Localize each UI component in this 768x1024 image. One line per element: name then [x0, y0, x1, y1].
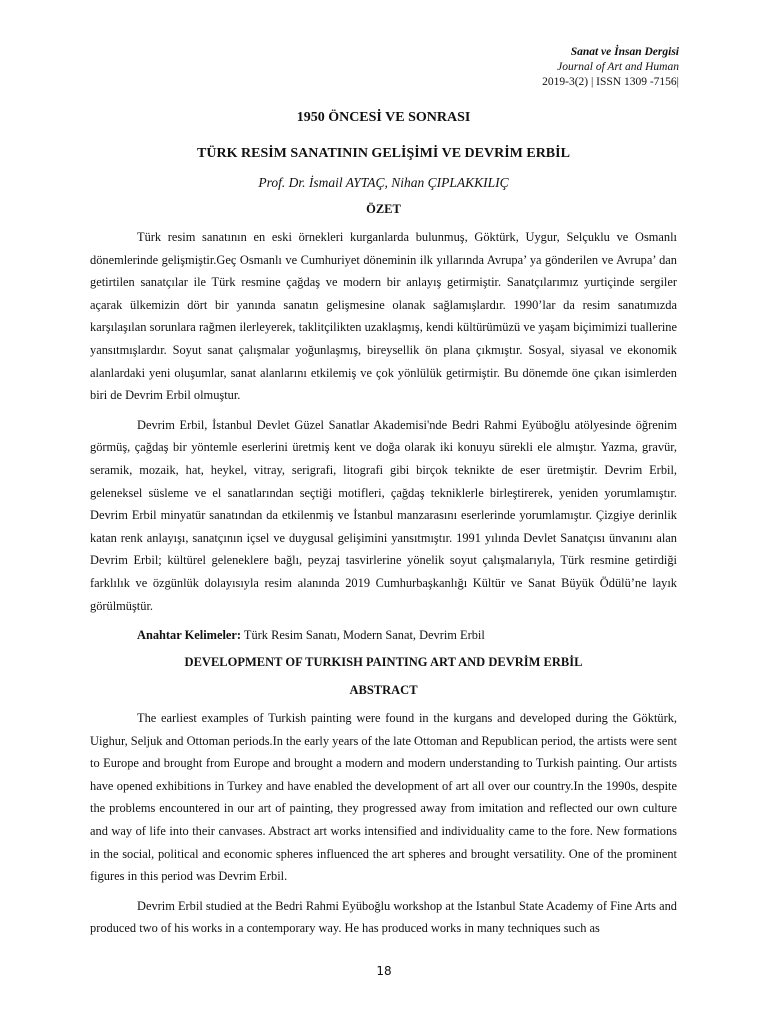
article-body	[90, 108, 677, 940]
abstract-paragraph: Devrim Erbil studied at the Bedri Rahmi Eyüboğlu workshop at the Istanbul State Academy of Fine Arts and produced two of his works in a contemporary way. He has produced works in many techniques such as	[90, 898, 677, 936]
keywords	[90, 625, 677, 645]
journal-header	[542, 45, 679, 90]
ozet-paragraph: Türk resim sanatının en eski örnekleri kurganlarda bulunmuş, Göktürk, Uygur, Selçuklu ve Osmanlı dönemlerinde gelişmiştir.Geç Osmanlı ve Cumhuriyet döneminin ilk yıllarında Avrupa’ ya gönderilen ve Avrupa’ dan getirtilen sanatçılar ile Türk resmine çağdaş ve modern bir anlayış getirmiştir. Sanatçılarımız yurtiçinde sergiler açarak ülkemizin dört bir yanında sanatın gelişmesine olanak sağlamışlardır. 1990’lar da resim sanatımızda karşılaşılan sorunlara rağmen ilerleyerek, taklitçilikten uzaklaşmış, kendi kültürümüzü ve yaşam biçimimizi tuallerine yansıtmışlardır. Soyut sanat çalışmalar yoğunlaşmış, bireysellik ön plana çıkmıştır. Sosyal, siyasal ve ekonomik alanlardaki yeni oluşumlar, sanat alanlarını etkilemiş ve çok yönlülük getirmiştir. Bu dönemde öne çıkan isimlerden biri de Devrim Erbil olmuştur.	[90, 230, 677, 403]
journal-issue: 2019-3(2) | ISSN 1309 -7156|	[542, 76, 679, 88]
ozet-heading: ÖZET	[366, 202, 401, 216]
journal-title-tr: Sanat ve İnsan Dergisi	[570, 46, 679, 58]
article-title-line1: 1950 ÖNCESİ VE SONRASI	[296, 110, 471, 125]
abstract-paragraph: The earliest examples of Turkish painting were found in the kurgans and developed during the Göktürk, Uighur, Seljuk and Ottoman periods.In the early years of the late Ottoman and Republican period, the artists were sent to Europe and brought from Europe and brought a modern and modern understanding to Turkish painting. Our artists have opened exhibitions in Turkey and have enabled the development of art all over our country.In the 1990s, despite the problems encountered in our art of painting, they progressed away from imitation and reflected our own culture and way of life into their canvases. Abstract art works intensified and individuality came to the fore. New formations in the social, political and economic spheres influenced the art spheres and brought versatility. One of the prominent figures in this period was Devrim Erbil.	[90, 711, 677, 884]
journal-title-en: Journal of Art and Human	[557, 61, 679, 73]
keywords-text: Türk Resim Sanatı, Modern Sanat, Devrim Erbil	[241, 628, 485, 643]
abstract-heading: ABSTRACT	[349, 683, 418, 698]
english-title: DEVELOPMENT OF TURKISH PAINTING ART AND DEVRİM ERBİL	[184, 655, 583, 670]
article-title-line2: TÜRK RESİM SANATININ GELİŞİMİ VE DEVRİM ERBİL	[197, 146, 570, 161]
authors: Prof. Dr. İsmail AYTAÇ, Nihan ÇIPLAKKILIÇ	[258, 175, 509, 190]
ozet-paragraph: Devrim Erbil, İstanbul Devlet Güzel Sanatlar Akademisi'nde Bedri Rahmi Eyüboğlu atölyesinde öğrenim görmüş, çağdaş bir yöntemle eserlerini üretmiş kent ve doğa olarak iki konuyu sürekli ele almıştır. Yazma, gravür, seramik, mozaik, hat, heykel, vitray, serigrafi, litografi gibi birçok teknikte de eser üretmiştir. Devrim Erbil, geleneksel süsleme ve el sanatlarından seçtiği motifleri, çağdaş tekniklerle birleştirerek, yeniden yorumlamıştır. Devrim Erbil minyatür sanatından da etkilenmiş ve İstanbul manzarasını eserlerinde yorumlamıştır. Çizgiye derinlik katan renk anlayışı, sanatçının içsel ve duygusal gelişimini yansıtmıştır. 1991 yılında Devlet Sanatçısı ünvanını alan Devrim Erbil; kültürel geleneklere bağlı, peyzaj tasvirlerine yönelik soyut çalışmalarıyla, Türk resmine getirdiği farklılık ve özgünlük dolayısıyla resim alanında 2019 Cumhurbaşkanlığı Kültür ve Sanat Büyük Ödülü’ne layık görülmüştür.	[90, 417, 677, 613]
keywords-label: Anahtar Kelimeler:	[137, 628, 242, 643]
page-number: 18	[376, 964, 392, 978]
